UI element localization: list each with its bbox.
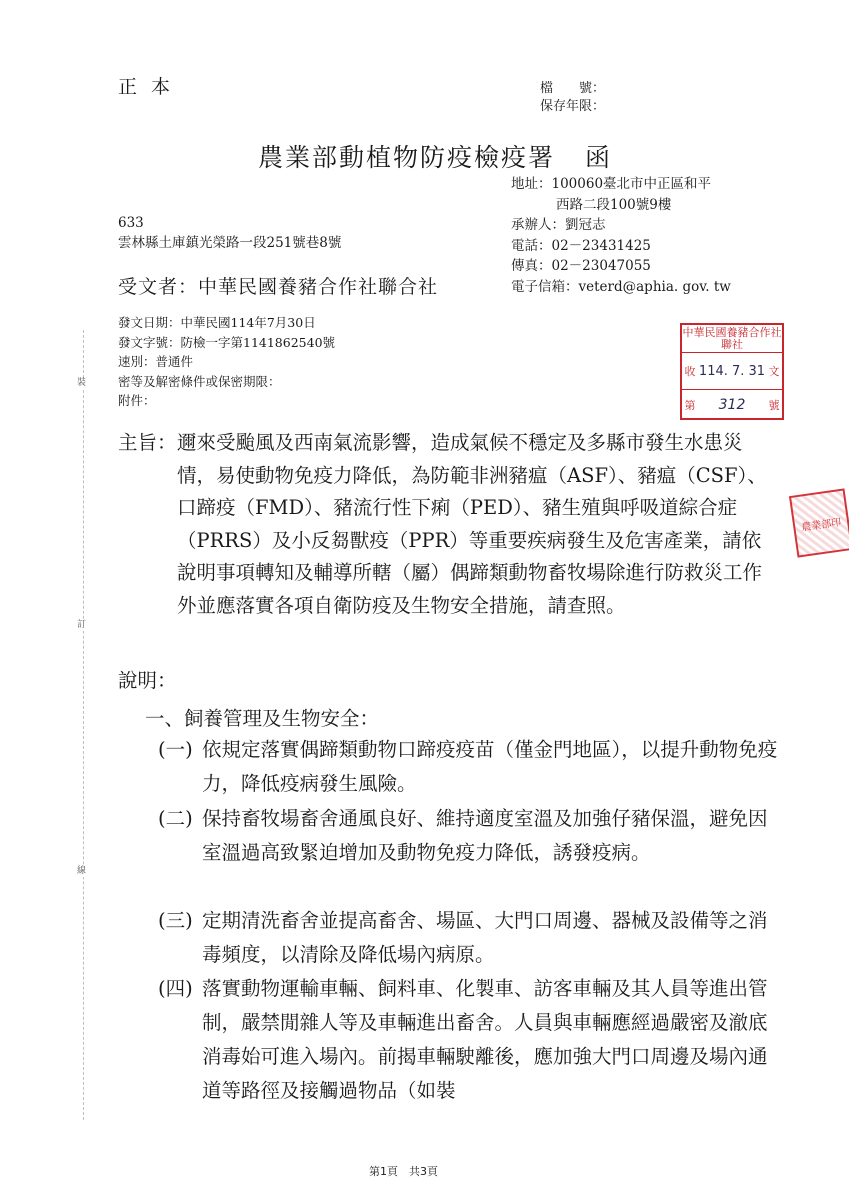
agency-name: 農業部動植物防疫檢疫署 [258, 143, 556, 172]
item-text: 落實動物運輸車輛、飼料車、化製車、訪客車輛及其人員等進出管制，嚴禁閒雜人等及車輛進出畜舍。人員與車輛應經過嚴密及澈底消毒始可進入場內。前揭車輛駛離後，應加強大門口周邊及場內通道等路徑及接觸過物品（如裝 [202, 977, 768, 1102]
copy-mark: 正本 [118, 76, 185, 98]
seal-text: 農業部印 [800, 516, 842, 534]
contact-block [511, 174, 731, 297]
stamp-date: 114. 7. 31 [698, 363, 766, 379]
stamp-number: 312 [718, 397, 746, 413]
list-item [158, 972, 780, 1108]
document-type: 函 [585, 143, 613, 172]
binding-line [83, 330, 84, 1120]
attachment: 附件： [118, 393, 156, 408]
issue-date: 發文日期：中華民國114年7月30日 [118, 315, 316, 330]
subject-text: 邇來受颱風及西南氣流影響，造成氣候不穩定及多縣市發生水患災情，易使動物免疫力降低，為防範非洲豬瘟（ASF）、豬瘟（CSF）、口蹄疫（FMD）、豬流行性下痢（PED）、豬生殖與呼吸道綜合症（PRRS）及小反芻獸疫（PPR）等重要疾病發生及危害產業，請依說明事項轉知及輔導所轄（屬）偶蹄類動物畜牧場除進行防救災工作外並應落實各項自衛防疫及生物安全措施，請查照。 [177, 431, 767, 617]
page-footer: 第1頁 共3頁 [369, 1165, 438, 1178]
document-meta [118, 313, 335, 411]
stamp-receive-char: 收 [684, 365, 696, 378]
address-line-2: 西路二段100號9樓 [556, 196, 672, 213]
margin-mark-bottom: 線 [77, 866, 87, 876]
mailing-address: 雲林縣土庫鎮光榮路一段251號巷8號 [118, 235, 342, 251]
list-item [158, 733, 780, 801]
stamp-doc-char: 文 [768, 365, 780, 378]
officer: 承辦人：劉冠志 [511, 217, 606, 233]
list-item [158, 802, 780, 870]
file-info [540, 80, 605, 116]
recipient-address [118, 213, 341, 253]
item-number: (三) [158, 909, 193, 932]
recipient: 受文者：中華民國養豬合作社聯合社 [118, 276, 439, 298]
item-text: 保持畜牧場畜舍通風良好、維持適度室溫及加強仔豬保溫，避免因室溫過高致緊迫增加及動物免疫力降低，誘發疫病。 [202, 807, 768, 864]
item-number: (一) [158, 738, 193, 761]
item-number: (四) [158, 977, 193, 1000]
subject-block [118, 427, 778, 622]
phone: 電話：02－23431425 [511, 237, 651, 254]
item-text: 定期清洗畜舍並提高畜舍、場區、大門口周邊、器械及設備等之消毒頻度，以清除及降低場內病原。 [202, 909, 768, 966]
stamp-no-prefix: 第 [684, 399, 696, 412]
speed-class: 速別：普通件 [118, 354, 194, 369]
agency-header [258, 138, 612, 174]
section-1-title: 一、飼養管理及生物安全： [145, 707, 380, 730]
list-item [158, 904, 780, 972]
stamp-no-suffix: 號 [768, 399, 780, 412]
subject-label: 主旨： [118, 431, 177, 454]
email: 電子信箱：veterd@aphia. gov. tw [511, 278, 731, 295]
margin-mark-middle: 訂 [77, 620, 87, 630]
address-line-1: 地址：100060臺北市中正區和平 [511, 176, 712, 192]
stamp-org: 中華民國養豬合作社聯社 [682, 325, 782, 353]
margin-mark-top: 裝 [77, 378, 87, 388]
document-number: 發文字號：防檢一字第1141862540號 [118, 334, 336, 350]
receipt-stamp [680, 323, 784, 420]
fax: 傳真：02－23047055 [511, 258, 651, 274]
item-number: (二) [158, 807, 193, 830]
postal-code: 633 [118, 215, 144, 231]
retention-label: 保存年限： [540, 99, 606, 114]
security-class: 密等及解密條件或保密期限： [118, 373, 281, 389]
file-number-label: 檔 號： [540, 81, 606, 96]
explanation-label: 說明： [118, 669, 177, 692]
official-seal [789, 488, 849, 557]
item-text: 依規定落實偶蹄類動物口蹄疫疫苗（僅金門地區），以提升動物免疫力，降低疫病發生風險。 [202, 738, 778, 795]
